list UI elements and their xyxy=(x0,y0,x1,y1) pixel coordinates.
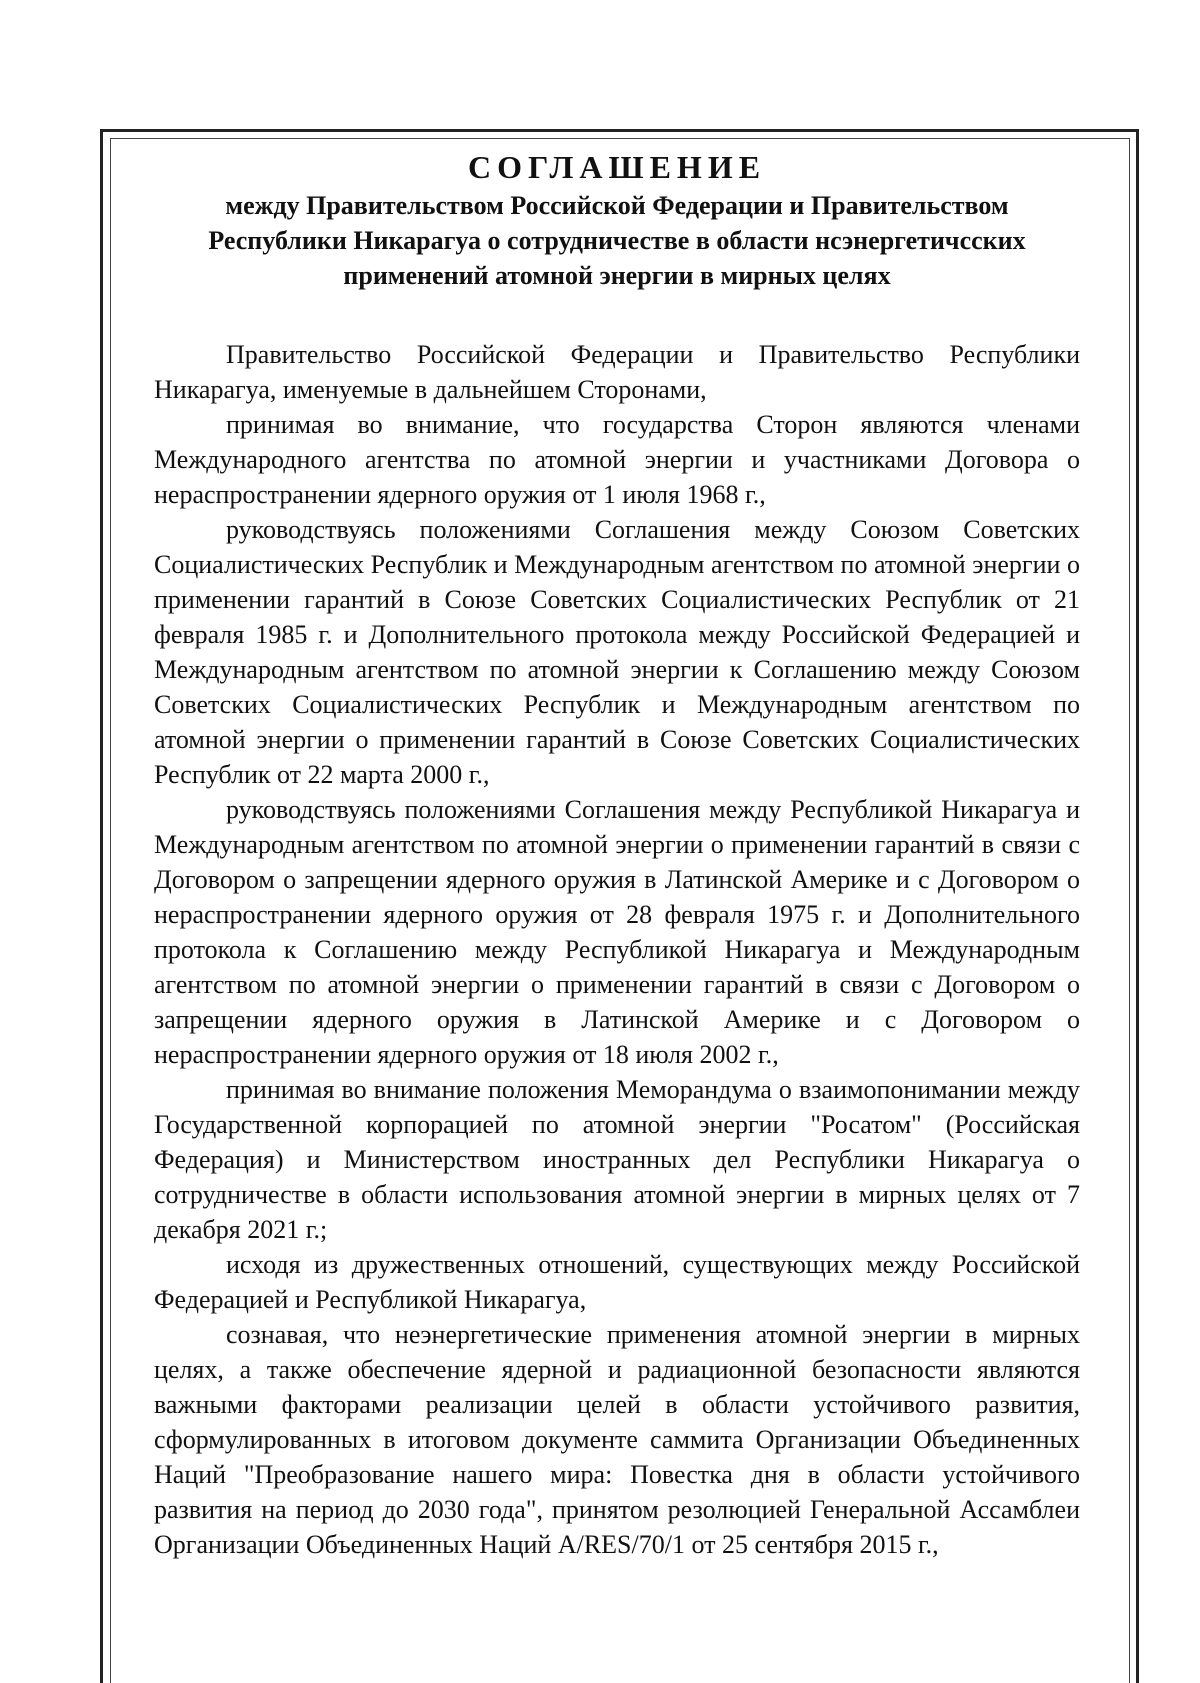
frame-border-left-inner xyxy=(110,138,111,1683)
frame-border-left xyxy=(100,129,103,1683)
preamble-paragraph: принимая во внимание положения Меморандума о взаимопонимании между Государственной корпорацией по атомной энергии "Росатом" (Российская Федерация) и Министерством иностранных дел Республики Никарагуа о сотрудничестве в области использования атомной энергии в мирных целях от 7 декабря 2021 г.; xyxy=(154,1075,1080,1244)
document-body xyxy=(154,337,1080,1562)
preamble-paragraph: руководствуясь положениями Соглашения между Республикой Никарагуа и Международным агентством по атомной энергии о применении гарантий в связи с Договором о запрещении ядерного оружия в Латинской Америке и с Договором о нераспространении ядерного оружия от 28 февраля 1975 г. и Дополнительного протокола к Соглашению между Республикой Никарагуа и Международным агентством по атомной энергии о применении гарантий в связи с Договором о запрещении ядерного оружия в Латинской Америке и с Договором о нераспространении ядерного оружия от 18 июля 2002 г., xyxy=(154,795,1080,1069)
document-subtitle: между Правительством Российской Федерации и Правительством Республики Никарагуа о сотрудничестве в области нсэнергетичсских применений атомной энергии в мирных целях xyxy=(208,191,1026,290)
document-title: СОГЛАШЕНИЕ xyxy=(467,149,767,185)
frame-border-top-inner xyxy=(110,138,1130,139)
preamble-paragraph: принимая во внимание, что государства Сторон являются членами Международного агентства по атомной энергии и участниками Договора о нераспространении ядерного оружия от 1 июля 1968 г., xyxy=(154,410,1080,509)
frame-border-right xyxy=(1136,129,1139,1683)
preamble-paragraph: Правительство Российской Федерации и Правительство Республики Никарагуа, именуемые в дальнейшем Сторонами, xyxy=(154,340,1080,404)
document-page xyxy=(154,148,1080,1562)
frame-border-right-inner xyxy=(1129,138,1130,1683)
preamble-paragraph: сознавая, что неэнергетические применения атомной энергии в мирных целях, а также обеспечение ядерной и радиационной безопасности являются важными факторами реализации целей в области устойчивого развития, сформулированных в итоговом документе саммита Организации Объединенных Наций "Преобразование нашего мира: Повестка дня в области устойчивого развития на период до 2030 года", принятом резолюцией Генеральной Ассамблеи Организации Объединенных Наций A/RES/70/1 от 25 сентября 2015 г., xyxy=(154,1320,1080,1559)
frame-border-top xyxy=(100,129,1138,132)
preamble-paragraph: руководствуясь положениями Соглашения между Союзом Советских Социалистических Республик и Международным агентством по атомной энергии о применении гарантий в Союзе Советских Социалистических Республик от 21 февраля 1985 г. и Дополнительного протокола между Российской Федерацией и Международным агентством по атомной энергии к Соглашению между Союзом Советских Социалистических Республик и Международным агентством по атомной энергии о применении гарантий в Союзе Советских Социалистических Республик от 22 марта 2000 г., xyxy=(154,515,1080,789)
preamble-paragraph: исходя из дружественных отношений, существующих между Российской Федерацией и Республикой Никарагуа, xyxy=(154,1250,1080,1314)
